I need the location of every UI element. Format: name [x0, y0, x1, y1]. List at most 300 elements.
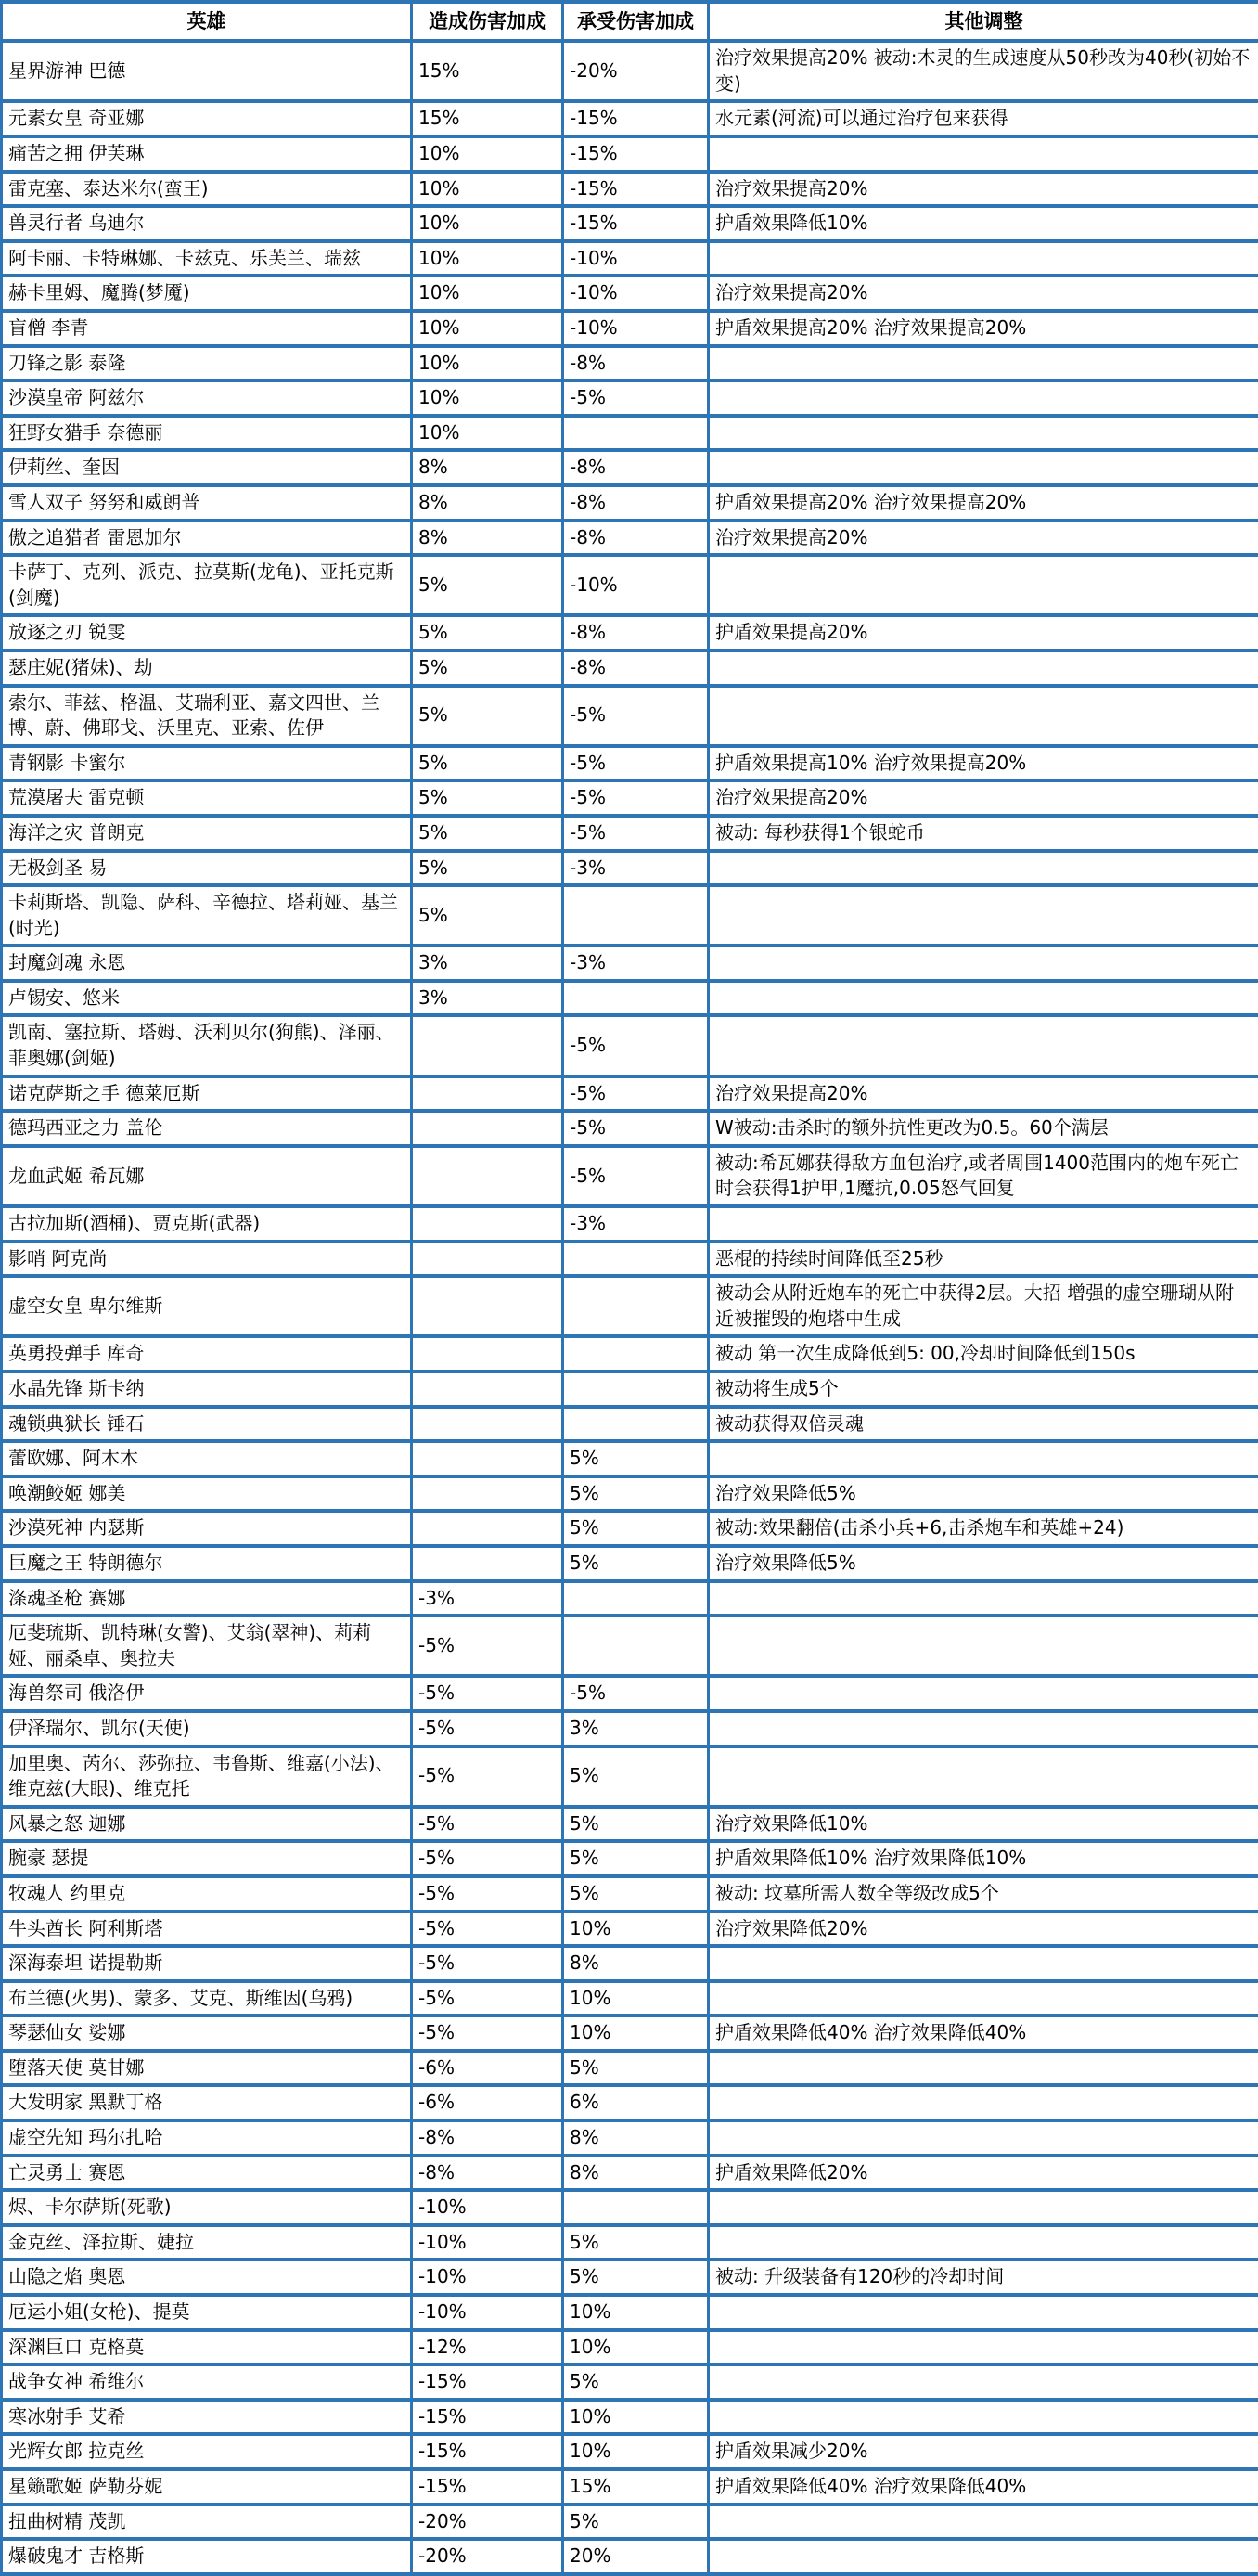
notes-cell: 治疗效果提高20% — [709, 780, 1258, 816]
hero-cell: 巨魔之王 特朗德尔 — [2, 1546, 412, 1581]
table-row — [2, 1676, 1258, 1711]
dealt-cell: 3% — [412, 946, 563, 981]
dealt-cell: -8% — [412, 2120, 563, 2156]
table-row — [2, 1076, 1258, 1112]
hero-cell: 寒冰射手 艾希 — [2, 2400, 412, 2435]
dealt-cell — [412, 1336, 563, 1372]
hero-cell: 索尔、菲兹、格温、艾瑞利亚、嘉文四世、兰博、蔚、佛耶戈、沃里克、亚索、佐伊 — [2, 686, 412, 746]
table-row — [2, 450, 1258, 485]
table-row — [2, 101, 1258, 136]
hero-cell: 龙血武姬 希瓦娜 — [2, 1146, 412, 1206]
notes-cell — [709, 686, 1258, 746]
dealt-cell: 5% — [412, 555, 563, 615]
notes-cell — [709, 2225, 1258, 2260]
taken-cell: -10% — [563, 241, 709, 277]
table-row — [2, 1511, 1258, 1546]
hero-cell: 牛头酋长 阿利斯塔 — [2, 1912, 412, 1947]
hero-cell: 卢锡安、悠米 — [2, 981, 412, 1016]
taken-cell: -10% — [563, 276, 709, 311]
notes-cell: 治疗效果提高20% 被动:木灵的生成速度从50秒改为40秒(初始不变) — [709, 41, 1258, 101]
hero-cell: 虚空女皇 卑尔维斯 — [2, 1276, 412, 1336]
dealt-cell: 8% — [412, 521, 563, 556]
table-row — [2, 2085, 1258, 2120]
notes-cell: 被动: 升级装备有120秒的冷却时间 — [709, 2260, 1258, 2295]
hero-cell: 光辉女郎 拉克丝 — [2, 2434, 412, 2469]
hero-cell: 山隐之焰 奥恩 — [2, 2260, 412, 2295]
notes-cell — [709, 416, 1258, 451]
taken-cell: 5% — [563, 2364, 709, 2400]
table-row — [2, 241, 1258, 277]
notes-cell — [709, 1981, 1258, 2016]
notes-cell: 治疗效果提高20% — [709, 521, 1258, 556]
hero-cell: 唤潮鲛姬 娜美 — [2, 1476, 412, 1512]
taken-cell: 5% — [563, 1546, 709, 1581]
table-body — [2, 41, 1258, 2574]
taken-cell: -5% — [563, 1676, 709, 1711]
notes-cell — [709, 136, 1258, 172]
table-row — [2, 1206, 1258, 1242]
hero-cell: 深海泰坦 诺提勒斯 — [2, 1946, 412, 1981]
notes-cell — [709, 1676, 1258, 1711]
dealt-cell: 10% — [412, 346, 563, 381]
table-row — [2, 615, 1258, 650]
hero-cell: 痛苦之拥 伊芙琳 — [2, 136, 412, 172]
dealt-cell — [412, 1441, 563, 1476]
dealt-cell: -6% — [412, 2085, 563, 2120]
table-row — [2, 1336, 1258, 1372]
dealt-cell: -8% — [412, 2156, 563, 2191]
hero-cell: 布兰德(火男)、蒙多、艾克、斯维因(乌鸦) — [2, 1981, 412, 2016]
hero-cell: 卡萨丁、克列、派克、拉莫斯(龙龟)、亚托克斯(剑魔) — [2, 555, 412, 615]
hero-cell: 元素女皇 奇亚娜 — [2, 101, 412, 136]
notes-cell — [709, 2295, 1258, 2330]
dealt-cell: -5% — [412, 1841, 563, 1876]
dealt-cell — [412, 1111, 563, 1146]
taken-cell — [563, 1276, 709, 1336]
notes-cell — [709, 1441, 1258, 1476]
dealt-cell: -20% — [412, 2505, 563, 2540]
taken-cell — [563, 1372, 709, 1407]
table-row — [2, 41, 1258, 101]
hero-cell: 牧魂人 约里克 — [2, 1876, 412, 1912]
hero-cell: 伊泽瑞尔、凯尔(天使) — [2, 1711, 412, 1746]
table-row — [2, 206, 1258, 241]
dealt-cell: 5% — [412, 686, 563, 746]
dealt-cell — [412, 1206, 563, 1242]
dealt-cell: 5% — [412, 615, 563, 650]
taken-cell: -8% — [563, 485, 709, 521]
table-row — [2, 380, 1258, 416]
notes-cell: 护盾效果降低10% — [709, 206, 1258, 241]
taken-cell: 8% — [563, 2156, 709, 2191]
table-row — [2, 746, 1258, 781]
hero-cell: 德玛西亚之力 盖伦 — [2, 1111, 412, 1146]
dealt-cell: 15% — [412, 101, 563, 136]
taken-cell: -8% — [563, 521, 709, 556]
table-row — [2, 1476, 1258, 1512]
taken-cell: 5% — [563, 1841, 709, 1876]
hero-cell: 战争女神 希维尔 — [2, 2364, 412, 2400]
hero-cell: 影哨 阿克尚 — [2, 1242, 412, 1277]
hero-cell: 水晶先锋 斯卡纳 — [2, 1372, 412, 1407]
table-row — [2, 346, 1258, 381]
dealt-cell: -3% — [412, 1581, 563, 1616]
hero-cell: 盲僧 李青 — [2, 311, 412, 346]
taken-cell: -5% — [563, 780, 709, 816]
dealt-cell — [412, 1407, 563, 1442]
dealt-cell: 5% — [412, 851, 563, 886]
hero-cell: 深渊巨口 克格莫 — [2, 2330, 412, 2365]
taken-cell: -8% — [563, 615, 709, 650]
dealt-cell: 15% — [412, 41, 563, 101]
notes-cell — [709, 1206, 1258, 1242]
dealt-cell — [412, 1511, 563, 1546]
notes-cell — [709, 346, 1258, 381]
taken-cell: -3% — [563, 946, 709, 981]
hero-cell: 沙漠皇帝 阿兹尔 — [2, 380, 412, 416]
taken-cell: -5% — [563, 1111, 709, 1146]
taken-cell: 20% — [563, 2539, 709, 2574]
table-row — [2, 1616, 1258, 1676]
notes-cell: 护盾效果提高10% 治疗效果提高20% — [709, 746, 1258, 781]
hero-cell: 大发明家 黑默丁格 — [2, 2085, 412, 2120]
notes-cell — [709, 1015, 1258, 1075]
hero-cell: 傲之追猎者 雷恩加尔 — [2, 521, 412, 556]
dealt-cell: -5% — [412, 1711, 563, 1746]
dealt-cell: 8% — [412, 485, 563, 521]
dealt-cell: 10% — [412, 276, 563, 311]
table-row — [2, 555, 1258, 615]
dealt-cell — [412, 1546, 563, 1581]
taken-cell — [563, 981, 709, 1016]
hero-cell: 赫卡里姆、魔腾(梦魇) — [2, 276, 412, 311]
table-row — [2, 2505, 1258, 2540]
dealt-cell: -10% — [412, 2260, 563, 2295]
table-row — [2, 981, 1258, 1016]
taken-cell: 8% — [563, 1946, 709, 1981]
hero-cell: 堕落天使 莫甘娜 — [2, 2051, 412, 2086]
dealt-cell: -5% — [412, 1876, 563, 1912]
table-row — [2, 2469, 1258, 2505]
taken-cell: 5% — [563, 1746, 709, 1807]
notes-cell — [709, 650, 1258, 686]
dealt-cell: -15% — [412, 2364, 563, 2400]
dealt-cell: -5% — [412, 1746, 563, 1807]
dealt-cell: 10% — [412, 172, 563, 207]
notes-cell: 水元素(河流)可以通过治疗包来获得 — [709, 101, 1258, 136]
table-row — [2, 2156, 1258, 2191]
notes-cell: 护盾效果提高20% 治疗效果提高20% — [709, 311, 1258, 346]
dealt-cell: -15% — [412, 2469, 563, 2505]
hero-cell: 厄运小姐(女枪)、提莫 — [2, 2295, 412, 2330]
dealt-cell: -5% — [412, 2016, 563, 2051]
taken-cell — [563, 1336, 709, 1372]
table-row — [2, 311, 1258, 346]
table-row — [2, 1912, 1258, 1947]
notes-cell: 被动:希瓦娜获得敌方血包治疗,或者周围1400范围内的炮车死亡时会获得1护甲,1魔抗,0.05怒气回复 — [709, 1146, 1258, 1206]
taken-cell — [563, 1242, 709, 1277]
header-row — [2, 2, 1258, 41]
hero-cell: 沙漠死神 内瑟斯 — [2, 1511, 412, 1546]
hero-cell: 雷克塞、泰达米尔(蛮王) — [2, 172, 412, 207]
taken-cell: 8% — [563, 2120, 709, 2156]
taken-cell: 10% — [563, 2016, 709, 2051]
taken-cell: 10% — [563, 2295, 709, 2330]
notes-cell: 护盾效果降低20% — [709, 2156, 1258, 2191]
table-row — [2, 1946, 1258, 1981]
notes-cell: 护盾效果降低40% 治疗效果降低40% — [709, 2469, 1258, 2505]
notes-cell — [709, 380, 1258, 416]
table-row — [2, 521, 1258, 556]
taken-cell: 10% — [563, 2400, 709, 2435]
notes-cell: 治疗效果降低20% — [709, 1912, 1258, 1947]
hero-cell: 扭曲树精 茂凯 — [2, 2505, 412, 2540]
notes-cell: 恶棍的持续时间降低至25秒 — [709, 1242, 1258, 1277]
hero-cell: 腕豪 瑟提 — [2, 1841, 412, 1876]
notes-cell: 治疗效果提高20% — [709, 1076, 1258, 1112]
dealt-cell: -5% — [412, 1676, 563, 1711]
taken-cell: -5% — [563, 1146, 709, 1206]
notes-cell — [709, 2539, 1258, 2574]
hero-cell: 加里奥、芮尔、莎弥拉、韦鲁斯、维嘉(小法)、维克兹(大眼)、维克托 — [2, 1746, 412, 1807]
table-row — [2, 1276, 1258, 1336]
notes-cell — [709, 2505, 1258, 2540]
hero-cell: 狂野女猎手 奈德丽 — [2, 416, 412, 451]
table-row — [2, 946, 1258, 981]
taken-cell: 5% — [563, 2225, 709, 2260]
hero-cell: 兽灵行者 乌迪尔 — [2, 206, 412, 241]
notes-cell — [709, 1746, 1258, 1807]
taken-cell: 10% — [563, 1981, 709, 2016]
taken-cell: -3% — [563, 1206, 709, 1242]
hero-cell: 封魔剑魂 永恩 — [2, 946, 412, 981]
notes-cell — [709, 885, 1258, 946]
notes-cell — [709, 2190, 1258, 2225]
notes-cell — [709, 241, 1258, 277]
taken-cell: 5% — [563, 2505, 709, 2540]
notes-cell — [709, 450, 1258, 485]
notes-cell: 被动: 每秒获得1个银蛇币 — [709, 816, 1258, 851]
taken-cell — [563, 416, 709, 451]
notes-cell: 治疗效果降低10% — [709, 1807, 1258, 1842]
table-row — [2, 2051, 1258, 2086]
notes-cell — [709, 2085, 1258, 2120]
hero-cell: 雪人双子 努努和威朗普 — [2, 485, 412, 521]
taken-cell: 5% — [563, 2051, 709, 2086]
notes-cell — [709, 981, 1258, 1016]
taken-cell: -20% — [563, 41, 709, 101]
taken-cell: 15% — [563, 2469, 709, 2505]
dealt-cell: 10% — [412, 136, 563, 172]
taken-cell: 5% — [563, 1511, 709, 1546]
notes-cell — [709, 2120, 1258, 2156]
hero-cell: 亡灵勇士 赛恩 — [2, 2156, 412, 2191]
dealt-cell: 8% — [412, 450, 563, 485]
table-row — [2, 2539, 1258, 2574]
hero-cell: 虚空先知 玛尔扎哈 — [2, 2120, 412, 2156]
notes-cell — [709, 2400, 1258, 2435]
taken-cell: -15% — [563, 206, 709, 241]
dealt-cell: 10% — [412, 311, 563, 346]
dealt-cell: 5% — [412, 746, 563, 781]
table-row — [2, 136, 1258, 172]
dealt-cell — [412, 1015, 563, 1075]
notes-cell: 治疗效果提高20% — [709, 276, 1258, 311]
dealt-cell: -5% — [412, 1912, 563, 1947]
dealt-cell: -5% — [412, 1946, 563, 1981]
notes-cell: W被动:击杀时的额外抗性更改为0.5。60个满层 — [709, 1111, 1258, 1146]
dealt-cell: -20% — [412, 2539, 563, 2574]
notes-cell — [709, 2330, 1258, 2365]
table-row — [2, 2225, 1258, 2260]
table-row — [2, 780, 1258, 816]
hero-cell: 古拉加斯(酒桶)、贾克斯(武器) — [2, 1206, 412, 1242]
taken-cell: -8% — [563, 346, 709, 381]
taken-cell — [563, 1616, 709, 1676]
table-row — [2, 1242, 1258, 1277]
dealt-cell — [412, 1146, 563, 1206]
taken-cell: -15% — [563, 136, 709, 172]
taken-cell: -8% — [563, 450, 709, 485]
dealt-cell — [412, 1276, 563, 1336]
table-row — [2, 2190, 1258, 2225]
table-row — [2, 650, 1258, 686]
dealt-cell: 10% — [412, 416, 563, 451]
dealt-cell: -5% — [412, 1981, 563, 2016]
hero-cell: 蕾欧娜、阿木木 — [2, 1441, 412, 1476]
column-header-other-adjustments: 其他调整 — [709, 2, 1258, 41]
table-row — [2, 1407, 1258, 1442]
notes-cell: 治疗效果提高20% — [709, 172, 1258, 207]
table-row — [2, 2364, 1258, 2400]
table-row — [2, 1015, 1258, 1075]
table-row — [2, 1111, 1258, 1146]
taken-cell — [563, 1581, 709, 1616]
taken-cell: -5% — [563, 380, 709, 416]
table-row — [2, 1546, 1258, 1581]
taken-cell: -5% — [563, 816, 709, 851]
dealt-cell: 10% — [412, 380, 563, 416]
taken-cell: 6% — [563, 2085, 709, 2120]
hero-cell: 阿卡丽、卡特琳娜、卡兹克、乐芙兰、瑞兹 — [2, 241, 412, 277]
notes-cell — [709, 1946, 1258, 1981]
table-row — [2, 1711, 1258, 1746]
dealt-cell: 5% — [412, 650, 563, 686]
dealt-cell — [412, 1372, 563, 1407]
dealt-cell — [412, 1076, 563, 1112]
dealt-cell: 3% — [412, 981, 563, 1016]
table-row — [2, 686, 1258, 746]
notes-cell: 护盾效果降低40% 治疗效果降低40% — [709, 2016, 1258, 2051]
dealt-cell — [412, 1242, 563, 1277]
hero-cell: 星界游神 巴德 — [2, 41, 412, 101]
hero-cell: 星籁歌姬 萨勒芬妮 — [2, 2469, 412, 2505]
dealt-cell: -6% — [412, 2051, 563, 2086]
hero-cell: 海兽祭司 俄洛伊 — [2, 1676, 412, 1711]
table-row — [2, 816, 1258, 851]
taken-cell: 3% — [563, 1711, 709, 1746]
hero-cell: 荒漠屠夫 雷克顿 — [2, 780, 412, 816]
hero-cell: 琴瑟仙女 娑娜 — [2, 2016, 412, 2051]
table-row — [2, 2120, 1258, 2156]
notes-cell: 被动获得双倍灵魂 — [709, 1407, 1258, 1442]
table-row — [2, 2330, 1258, 2365]
table-row — [2, 851, 1258, 886]
notes-cell: 被动 第一次生成降低到5: 00,冷却时间降低到150s — [709, 1336, 1258, 1372]
table-row — [2, 485, 1258, 521]
hero-cell: 伊莉丝、奎因 — [2, 450, 412, 485]
hero-cell: 诺克萨斯之手 德莱厄斯 — [2, 1076, 412, 1112]
hero-cell: 海洋之灾 普朗克 — [2, 816, 412, 851]
table-row — [2, 1807, 1258, 1842]
dealt-cell: -12% — [412, 2330, 563, 2365]
notes-cell: 被动会从附近炮车的死亡中获得2层。大招 增强的虚空珊瑚从附近被摧毁的炮塔中生成 — [709, 1276, 1258, 1336]
notes-cell — [709, 555, 1258, 615]
notes-cell — [709, 2051, 1258, 2086]
hero-cell: 刀锋之影 泰隆 — [2, 346, 412, 381]
column-header-hero: 英雄 — [2, 2, 412, 41]
table-row — [2, 1841, 1258, 1876]
taken-cell — [563, 885, 709, 946]
table-header — [2, 2, 1258, 41]
hero-cell: 烬、卡尔萨斯(死歌) — [2, 2190, 412, 2225]
table-row — [2, 416, 1258, 451]
dealt-cell: -5% — [412, 1807, 563, 1842]
notes-cell — [709, 851, 1258, 886]
taken-cell: 10% — [563, 2434, 709, 2469]
hero-cell: 卡莉斯塔、凯隐、萨科、辛德拉、塔莉娅、基兰(时光) — [2, 885, 412, 946]
notes-cell: 被动: 坟墓所需人数全等级改成5个 — [709, 1876, 1258, 1912]
taken-cell: -5% — [563, 746, 709, 781]
dealt-cell: 10% — [412, 206, 563, 241]
dealt-cell: -15% — [412, 2400, 563, 2435]
taken-cell: -5% — [563, 1015, 709, 1075]
notes-cell: 护盾效果提高20% 治疗效果提高20% — [709, 485, 1258, 521]
taken-cell: -5% — [563, 1076, 709, 1112]
table-row — [2, 172, 1258, 207]
dealt-cell: 5% — [412, 816, 563, 851]
notes-cell — [709, 1616, 1258, 1676]
taken-cell: 5% — [563, 1876, 709, 1912]
hero-cell: 放逐之刃 锐雯 — [2, 615, 412, 650]
table-row — [2, 2400, 1258, 2435]
dealt-cell: -10% — [412, 2225, 563, 2260]
hero-cell: 青钢影 卡蜜尔 — [2, 746, 412, 781]
notes-cell — [709, 946, 1258, 981]
table-row — [2, 1981, 1258, 2016]
taken-cell — [563, 1407, 709, 1442]
hero-cell: 无极剑圣 易 — [2, 851, 412, 886]
taken-cell: -8% — [563, 650, 709, 686]
notes-cell: 护盾效果提高20% — [709, 615, 1258, 650]
notes-cell: 被动:效果翻倍(击杀小兵+6,击杀炮车和英雄+24) — [709, 1511, 1258, 1546]
table-row — [2, 1441, 1258, 1476]
notes-cell: 治疗效果降低5% — [709, 1546, 1258, 1581]
taken-cell: 10% — [563, 2330, 709, 2365]
dealt-cell: -10% — [412, 2190, 563, 2225]
table-row — [2, 276, 1258, 311]
taken-cell: 5% — [563, 2260, 709, 2295]
taken-cell: 5% — [563, 1476, 709, 1512]
hero-cell: 爆破鬼才 吉格斯 — [2, 2539, 412, 2574]
hero-cell: 魂锁典狱长 锤石 — [2, 1407, 412, 1442]
hero-cell: 风暴之怒 迦娜 — [2, 1807, 412, 1842]
dealt-cell: -5% — [412, 1616, 563, 1676]
dealt-cell: 10% — [412, 241, 563, 277]
dealt-cell: 5% — [412, 885, 563, 946]
taken-cell: -15% — [563, 101, 709, 136]
column-header-damage-dealt: 造成伤害加成 — [412, 2, 563, 41]
